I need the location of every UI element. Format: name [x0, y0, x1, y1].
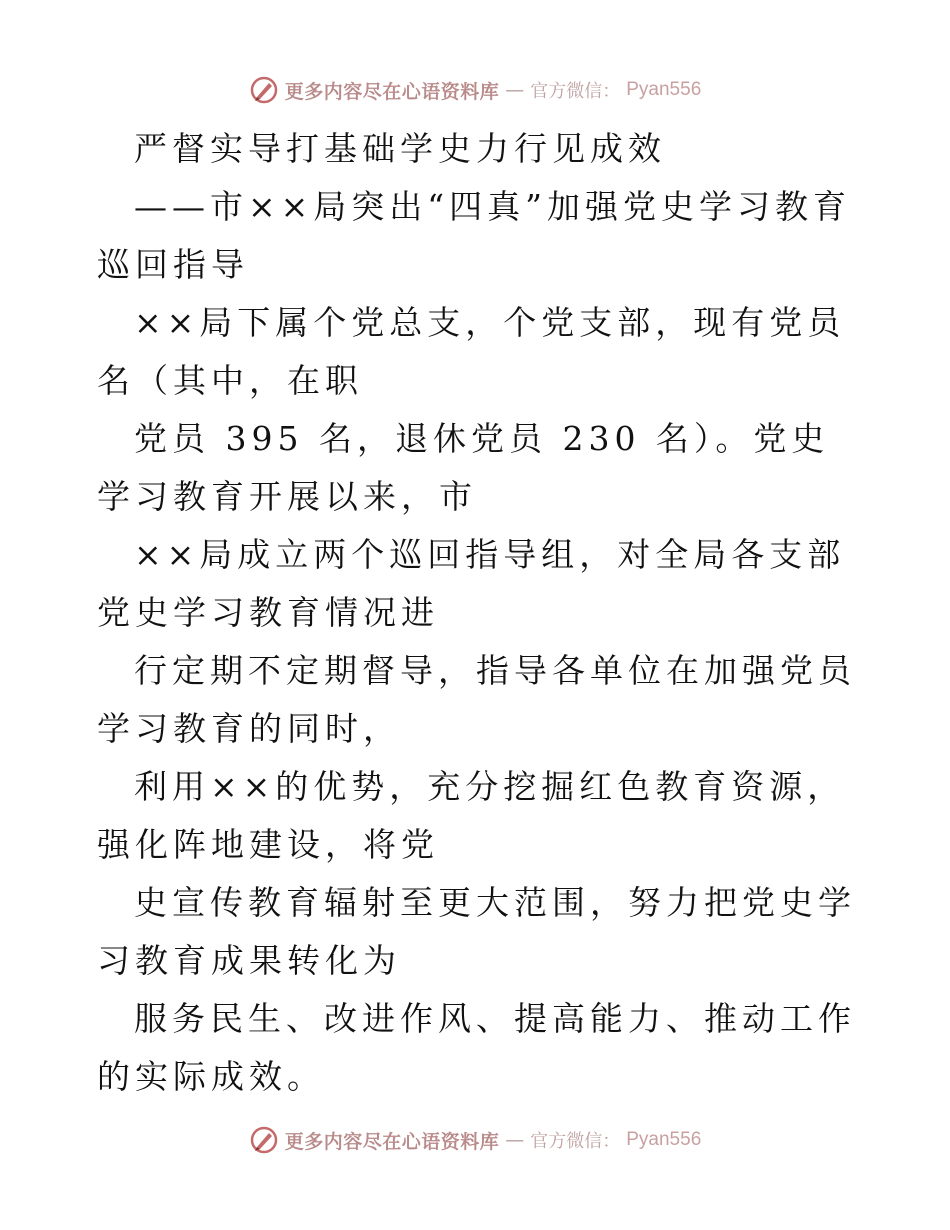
- watermark-subtext: 官方微信：: [530, 1131, 621, 1152]
- watermark-header: [0, 70, 950, 110]
- document-subtitle: ——市××局突出“四真”加强党史学习教育巡回指导: [97, 187, 852, 284]
- paragraph: 利用××的优势，充分挖掘红色教育资源，强化阵地建设，将党: [97, 767, 846, 864]
- paragraph: 史宣传教育辐射至更大范围，努力把党史学习教育成果转化为: [97, 883, 856, 980]
- watermark-wechat-id: Pyan556: [626, 79, 702, 100]
- paragraph: ××局下属个党总支，个党支部，现有党员名（其中，在职: [97, 303, 846, 400]
- pen-logo-icon: [249, 75, 279, 105]
- paragraph: 党员 395 名，退休党员 230 名）。党史学习教育开展以来，市: [97, 419, 830, 516]
- watermark-separator: —: [505, 1129, 525, 1151]
- document-title: 严督实导打基础学史力行见成效: [134, 129, 666, 168]
- watermark-footer: [0, 1120, 950, 1160]
- watermark-separator: —: [505, 79, 525, 101]
- paragraph: 服务民生、改进作风、提高能力、推动工作的实际成效。: [97, 999, 856, 1096]
- paragraph: 行定期不定期督导，指导各单位在加强党员学习教育的同时，: [97, 651, 856, 748]
- watermark-text: 更多内容尽在心语资料库: [284, 80, 500, 103]
- watermark-wechat-id: Pyan556: [626, 1129, 702, 1150]
- pen-logo-icon: [249, 1125, 279, 1155]
- paragraph: ××局成立两个巡回指导组，对全局各支部党史学习教育情况进: [97, 535, 846, 632]
- document-body: [97, 120, 857, 1106]
- watermark-subtext: 官方微信：: [530, 81, 621, 102]
- watermark-text: 更多内容尽在心语资料库: [284, 1130, 500, 1153]
